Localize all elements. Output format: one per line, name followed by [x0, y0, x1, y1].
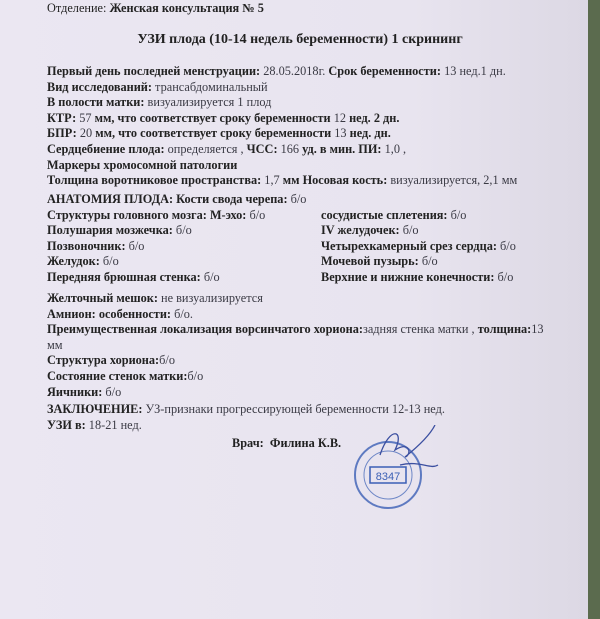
result-line-value: б/о: [187, 369, 204, 383]
anatomy-item-value: б/о: [496, 238, 516, 253]
info-line-label2: мм, что соответствует сроку беременности: [92, 126, 332, 141]
anatomy-item-value: б/о: [172, 223, 192, 238]
result-line: [47, 369, 203, 384]
doctor-stamp-signature: [350, 425, 440, 525]
anatomy-item-label: Верхние и нижние конечности:: [321, 269, 495, 284]
info-line-label: Маркеры хромосомной патологии: [47, 157, 238, 172]
info-line-value: 1,7: [261, 173, 280, 188]
result-line-value: задняя стенка матки ,: [362, 322, 475, 337]
anatomy-item-label: сосудистые сплетения:: [321, 207, 448, 222]
stamp-number: 8347: [375, 471, 401, 483]
result-line: [47, 418, 142, 433]
result-line-label: Состояние стенок матки:: [47, 369, 188, 383]
result-line: [47, 307, 193, 322]
info-line-value: 20: [76, 126, 93, 141]
result-line: [47, 291, 263, 306]
info-line-value: трансабдоминальный: [151, 79, 268, 94]
anatomy-item: [47, 208, 265, 223]
document-title: УЗИ плода (10-14 недель беременности) 1 скрининг: [137, 32, 463, 47]
result-line-label2: толщина:: [474, 322, 532, 337]
anatomy-item-label: Передняя брюшная стенка:: [47, 269, 201, 284]
info-line-label: КТР:: [47, 110, 77, 125]
anatomy-item-label: Четырехкамерный срез сердца:: [321, 238, 497, 253]
department-value: Женская консультация № 5: [109, 1, 264, 15]
anatomy-item-label: Позвоночник:: [47, 238, 126, 253]
info-line: [47, 95, 271, 110]
info-line-label: БПР:: [47, 126, 77, 141]
anatomy-item-value: б/о: [399, 223, 419, 238]
result-line: [47, 338, 63, 353]
result-line-label: Яичники:: [47, 384, 103, 399]
department-label: Отделение:: [47, 1, 107, 15]
result-line-label: Структура хориона:: [47, 353, 160, 368]
anatomy-item-label: Желудок:: [47, 254, 100, 269]
info-line-label2: ЧСС:: [243, 142, 278, 156]
anatomy-item-value: б/о: [200, 269, 220, 284]
info-line: [47, 158, 237, 173]
anatomy-item-label: Мочевой пузырь:: [321, 254, 419, 269]
info-line-label2: Срок беременности:: [325, 64, 441, 78]
anatomy-item-value: б/о: [99, 254, 119, 269]
anatomy-item-value: б/о: [246, 207, 266, 222]
result-line-label: УЗИ в:: [47, 417, 86, 432]
result-line-value: б/о: [159, 353, 175, 368]
info-line-value2: 13: [331, 126, 347, 141]
result-line-value: б/о.: [171, 306, 194, 321]
result-line-value: УЗ-признаки прогрессирующей беременности 12-13 нед.: [142, 402, 445, 417]
doctor-line: [232, 436, 341, 451]
result-line-label: ЗАКЛЮЧЕНИЕ:: [47, 402, 143, 417]
info-line-label2: мм Носовая кость:: [279, 173, 388, 188]
info-line-label2: мм, что соответствует сроку беременности: [91, 110, 331, 125]
info-line-label3: уд. в мин. ПИ:: [299, 142, 382, 156]
result-line-value: 18-21 нед.: [85, 417, 142, 432]
info-line-label: В полости матки:: [47, 95, 145, 110]
info-line: [47, 126, 391, 141]
anatomy-item: [47, 239, 144, 254]
info-line: [47, 111, 399, 126]
info-line-label3: нед. дн.: [346, 126, 391, 141]
anatomy-item: [47, 223, 192, 238]
result-line-label: Преимущественная локализация ворсинчатого хориона:: [47, 322, 363, 337]
info-line: [47, 142, 406, 157]
info-line-value: 28.05.2018г.: [260, 64, 326, 78]
info-line-label: Толщина воротниковое пространства:: [47, 173, 262, 188]
anatomy-item-label: Структуры головного мозга: М-эхо:: [47, 207, 247, 222]
info-line-label: Первый день последней менструации:: [47, 64, 261, 78]
info-line-value: определяется ,: [164, 142, 244, 156]
doctor-label: Врач:: [232, 436, 264, 450]
result-line-value: мм: [47, 337, 63, 352]
result-line: [47, 353, 175, 368]
doctor-name: Филина К.В.: [269, 436, 342, 450]
anatomy-item: [321, 270, 513, 285]
result-line-label: Желточный мешок:: [47, 291, 158, 305]
anatomy-item-label: IV желудочек:: [321, 223, 400, 238]
anatomy-item-value: б/о: [494, 269, 514, 284]
info-line-value2: визуализируется, 2,1 мм: [387, 173, 518, 188]
result-line-value2: 13: [531, 322, 544, 337]
info-line-value2: 13 нед.1 дн.: [441, 64, 506, 78]
anatomy-header-value: б/о: [287, 192, 307, 206]
info-line-value3: 1,0 ,: [381, 142, 407, 156]
info-line: [47, 64, 506, 79]
result-line: [47, 402, 445, 417]
anatomy-item: [321, 208, 466, 223]
anatomy-item: [47, 254, 119, 269]
result-line: [47, 322, 544, 337]
info-line: [47, 173, 517, 188]
result-line-value: б/о: [102, 384, 122, 399]
anatomy-item-value: б/о: [447, 207, 467, 222]
anatomy-item-value: б/о: [125, 238, 145, 253]
anatomy-item: [47, 270, 220, 285]
anatomy-header-label: АНАТОМИЯ ПЛОДА: Кости свода черепа:: [47, 192, 288, 206]
anatomy-header: [47, 192, 306, 207]
info-line-value2: 166: [277, 142, 300, 156]
anatomy-item: [321, 223, 419, 238]
result-line: [47, 385, 121, 400]
info-line-value: 57: [76, 110, 92, 125]
anatomy-item-value: б/о: [418, 254, 438, 269]
info-line-label: Сердцебиение плода:: [47, 142, 165, 156]
info-line-label3: нед. 2 дн.: [346, 110, 400, 125]
info-line-value2: 12: [330, 110, 346, 125]
info-line-value: визуализируется 1 плод: [144, 95, 272, 110]
anatomy-item: [321, 239, 516, 254]
result-line-label: Амнион: особенности:: [47, 306, 172, 321]
anatomy-item-label: Полушария мозжечка:: [47, 223, 173, 238]
result-line-value: не визуализируется: [157, 291, 263, 305]
info-line-label: Вид исследований:: [47, 79, 152, 94]
anatomy-item: [321, 254, 438, 269]
department-line: [47, 1, 264, 16]
info-line: [47, 80, 268, 95]
